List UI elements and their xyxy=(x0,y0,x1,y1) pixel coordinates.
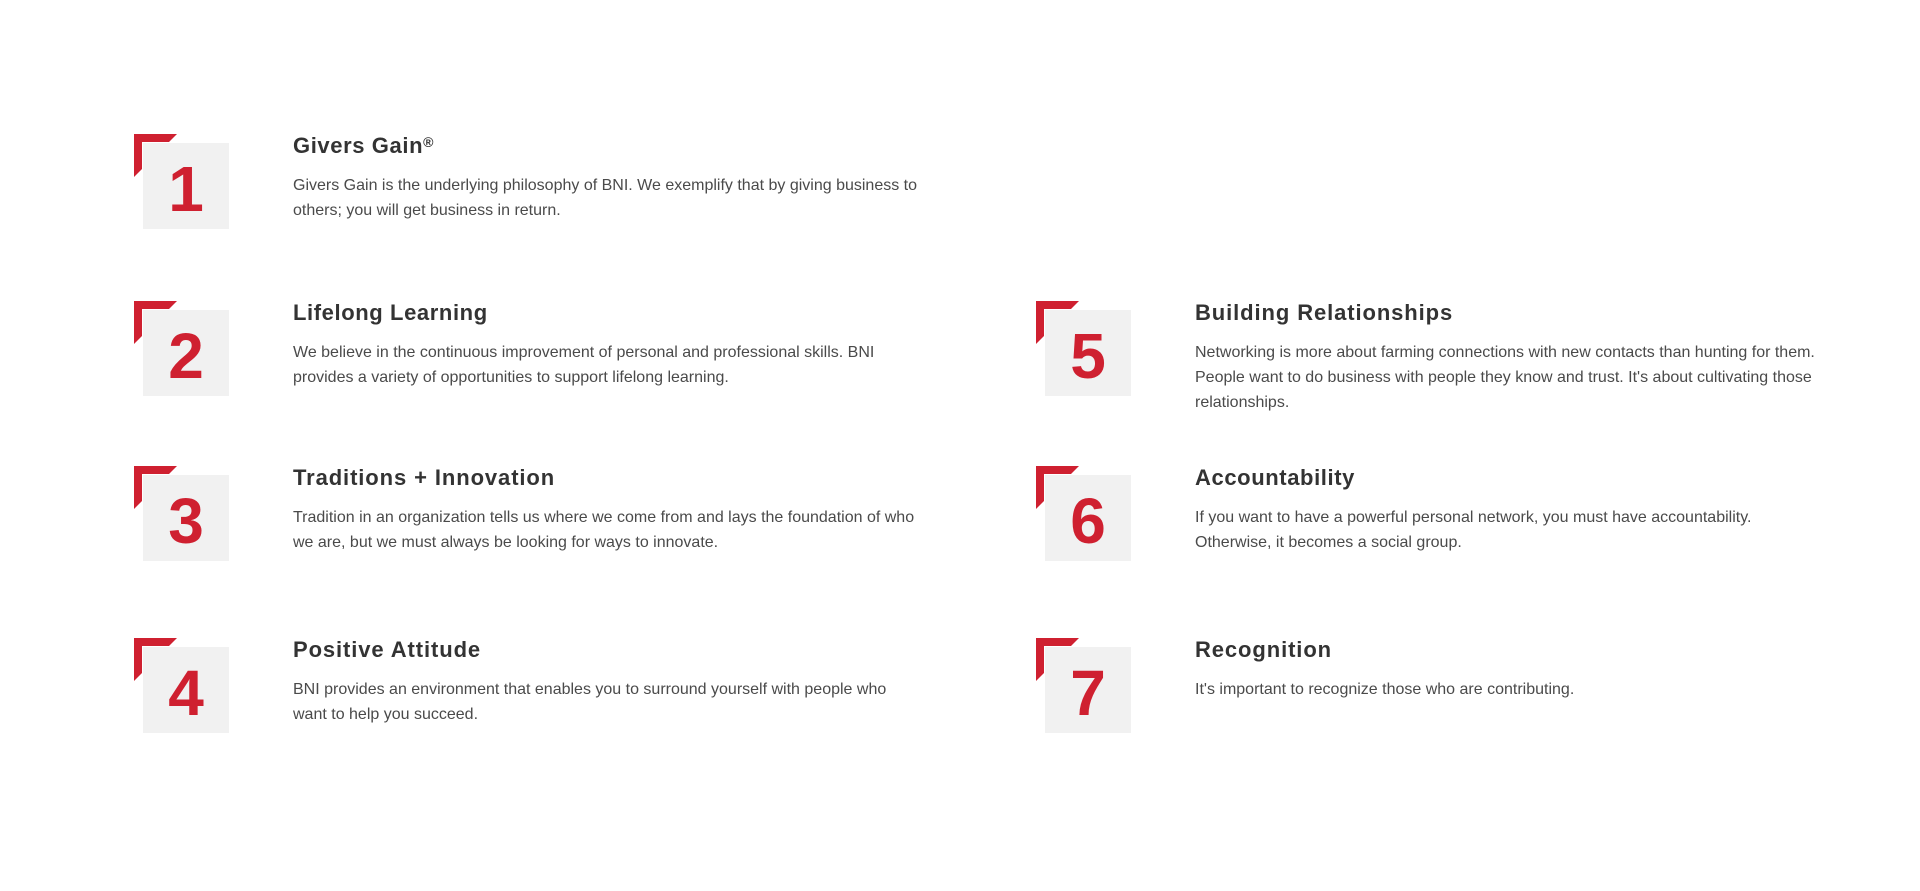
badge-number: 3 xyxy=(168,485,204,557)
value-title: Building Relationships xyxy=(1195,300,1454,325)
number-badge xyxy=(1036,466,1132,562)
core-value-6 xyxy=(1036,466,1876,562)
value-title: Positive Attitude xyxy=(293,637,482,662)
value-description: Tradition in an organization tells us where we come from and lays the foundation of who we are, but we must always be looking for ways to innovate. xyxy=(293,509,915,551)
badge-number: 4 xyxy=(168,657,204,729)
badge-number: 7 xyxy=(1070,657,1106,729)
number-badge xyxy=(134,134,230,230)
number-badge xyxy=(134,638,230,734)
core-value-4 xyxy=(134,638,934,734)
core-value-3 xyxy=(134,466,934,562)
core-value-7 xyxy=(1036,638,1876,734)
value-description: It's important to recognize those who are contributing. xyxy=(1195,681,1575,698)
core-value-1 xyxy=(134,134,934,230)
value-description: We believe in the continuous improvement of personal and professional skills. BNI provides a variety of opportunities to support lifelong learning. xyxy=(293,344,875,386)
value-description: BNI provides an environment that enables you to surround yourself with people who want to help you succeed. xyxy=(293,681,887,723)
core-value-5 xyxy=(1036,301,1876,415)
registered-mark: ® xyxy=(423,134,435,150)
number-badge xyxy=(1036,301,1132,397)
value-description: Givers Gain is the underlying philosophy of BNI. We exemplify that by giving business to others; you will get business in return. xyxy=(293,177,918,219)
number-badge xyxy=(134,466,230,562)
badge-number: 5 xyxy=(1070,320,1106,392)
badge-number: 2 xyxy=(168,320,204,392)
number-badge xyxy=(1036,638,1132,734)
value-title: Recognition xyxy=(1195,637,1333,662)
value-title: Givers Gain® xyxy=(293,133,435,158)
value-description: Networking is more about farming connections with new contacts than hunting for them. People want to do business with people they know and trust. It's about cultivating those relationships. xyxy=(1195,344,1815,411)
value-title: Accountability xyxy=(1195,465,1355,490)
badge-number: 1 xyxy=(168,153,204,225)
value-title: Traditions + Innovation xyxy=(293,465,556,490)
value-title: Lifelong Learning xyxy=(293,300,488,325)
core-value-2 xyxy=(134,301,934,397)
value-description: If you want to have a powerful personal network, you must have accountability. Otherwise, it becomes a social group. xyxy=(1195,509,1752,551)
number-badge xyxy=(134,301,230,397)
badge-number: 6 xyxy=(1070,485,1106,557)
